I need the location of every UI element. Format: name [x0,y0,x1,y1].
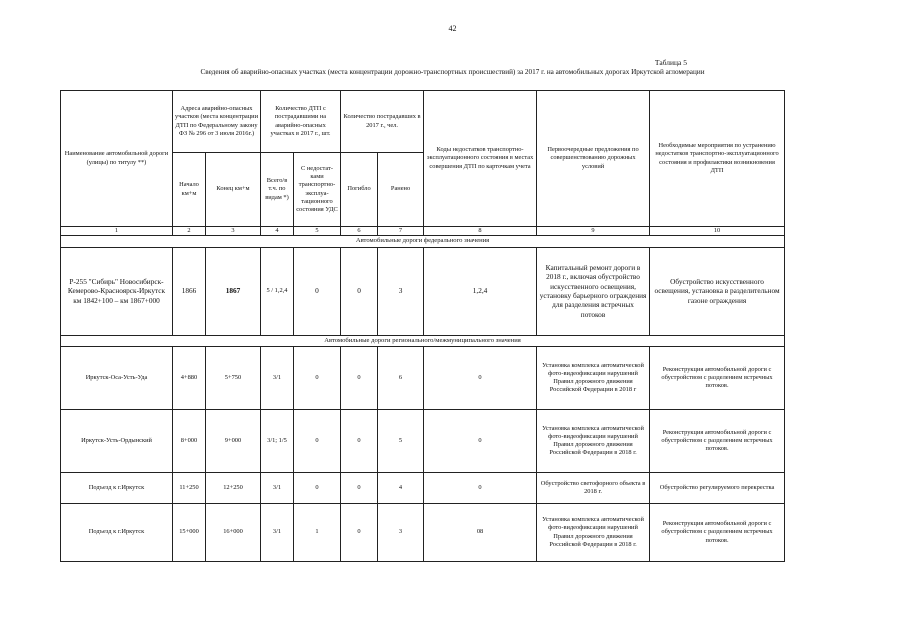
accident-sites-table [60,90,785,562]
cell-end: 16+000 [206,504,261,562]
cell-end: 9+000 [206,410,261,473]
cell-codes: 0 [424,473,537,504]
cell-road: Подъезд к г.Иркутск [61,473,173,504]
cell-injured: 4 [378,473,424,504]
section-federal: Автомобильные дороги федерального значения [61,236,785,247]
header-total: Всего/в т.ч. по видам *) [261,153,294,227]
col-number: 9 [537,227,650,236]
section-regional: Автомобильные дороги регионального/межмуниципального значения [61,335,785,346]
header-injured: Ранено [378,153,424,227]
header-address: Адреса аварийно-опасных участков (места концентрации ДТП по Федеральному закону ФЗ № 296 от 3 июля 2016г.) [173,91,261,153]
cell-with-defects: 0 [294,347,341,410]
cell-end: 1867 [206,247,261,335]
header-dtp-count: Количество ДТП с пострадавшими на аварийно-опасных участках в 2017 г., шт. [261,91,341,153]
col-number: 2 [173,227,206,236]
cell-start: 1866 [173,247,206,335]
header-end: Конец км+м [206,153,261,227]
cell-road: Р-255 "Сибирь" Новосибирск-Кемерово-Красноярск-Иркутск км 1842+100 – км 1867+000 [61,247,173,335]
cell-start: 8+000 [173,410,206,473]
col-number: 8 [424,227,537,236]
cell-road: Подъезд к г.Иркутск [61,504,173,562]
header-proposals: Первоочередные предложения по совершенствованию дорожных условий [537,91,650,227]
cell-start: 11+250 [173,473,206,504]
col-number: 5 [294,227,341,236]
cell-road: Иркутск-Усть-Ордынский [61,410,173,473]
header-killed: Погибло [341,153,378,227]
cell-road: Иркутск-Оса-Усть-Уда [61,347,173,410]
cell-measures: Реконструкция автомобильной дороги с обустройством с разделением встречных потоков. [650,504,785,562]
cell-with-defects: 0 [294,473,341,504]
table-number: Таблица 5 [654,58,687,67]
header-start: Начало км+м [173,153,206,227]
cell-codes: 08 [424,504,537,562]
col-number: 6 [341,227,378,236]
header-defect-codes: Коды недостатков транспортно-эксплуатационного состояния в местах совершения ДТП по карточкам учета [424,91,537,227]
cell-with-defects: 0 [294,247,341,335]
cell-killed: 0 [341,504,378,562]
cell-proposals: Установка комплекса автоматической фото-видеофиксации нарушений Правил дорожного движения Российской Федерации в 2018 г. [537,504,650,562]
cell-total: 3/1 [261,473,294,504]
header-with-defects: С недостат-ками транспортно-эксплуа-тационного состояния УДС [294,153,341,227]
cell-measures: Реконструкция автомобильной дороги с обустройством с разделением встречных потоков. [650,410,785,473]
cell-killed: 0 [341,347,378,410]
cell-start: 15+000 [173,504,206,562]
cell-killed: 0 [341,473,378,504]
col-number: 10 [650,227,785,236]
cell-with-defects: 1 [294,504,341,562]
cell-injured: 3 [378,247,424,335]
table-row [61,247,785,335]
cell-proposals: Обустройство светофорного объекта в 2018 г. [537,473,650,504]
cell-with-defects: 0 [294,410,341,473]
header-victims: Количество пострадавших в 2017 г., чел. [341,91,424,153]
cell-injured: 3 [378,504,424,562]
cell-injured: 5 [378,410,424,473]
col-number: 4 [261,227,294,236]
cell-end: 12+250 [206,473,261,504]
table-row [61,504,785,562]
cell-proposals: Установка комплекса автоматической фото-видеофиксации нарушений Правил дорожного движения Российской Федерации в 2018 г. [537,410,650,473]
cell-total: 3/1 [261,504,294,562]
cell-codes: 1,2,4 [424,247,537,335]
cell-proposals: Установка комплекса автоматической фото-видеофиксации нарушений Правил дорожного движения Российской Федерации в 2018 г [537,347,650,410]
cell-measures: Обустройство регулируемого перекрестка [650,473,785,504]
cell-measures: Реконструкция автомобильной дороги с обустройством с разделением встречных потоков. [650,347,785,410]
col-number: 7 [378,227,424,236]
table-caption: Сведения об аварийно-опасных участках (места концентрации дорожно-транспортных происшествий) за 2017 г. на автомобильных дорогах Иркутской агломерации [200,68,705,76]
table-row [61,410,785,473]
col-number: 1 [61,227,173,236]
cell-total: 5 / 1,2,4 [261,247,294,335]
table-row [61,347,785,410]
header-measures: Необходимые мероприятия по устранению недостатков транспортно-эксплуатационного состояния и профилактики возникновения ДТП [650,91,785,227]
page-number: 42 [448,24,457,33]
cell-codes: 0 [424,347,537,410]
cell-start: 4+880 [173,347,206,410]
cell-injured: 6 [378,347,424,410]
cell-killed: 0 [341,410,378,473]
cell-end: 5+750 [206,347,261,410]
cell-measures: Обустройство искусственного освещения, установка в разделительном газоне ограждения [650,247,785,335]
col-number: 3 [206,227,261,236]
cell-total: 3/1; 1/5 [261,410,294,473]
table-row [61,473,785,504]
header-road: Наименование автомобильной дороги (улицы) по титулу **) [61,91,173,227]
cell-proposals: Капитальный ремонт дороги в 2018 г., включая обустройство искусственного освещения, установку барьерного ограждения для разделения встречных потоков [537,247,650,335]
cell-killed: 0 [341,247,378,335]
cell-total: 3/1 [261,347,294,410]
cell-codes: 0 [424,410,537,473]
